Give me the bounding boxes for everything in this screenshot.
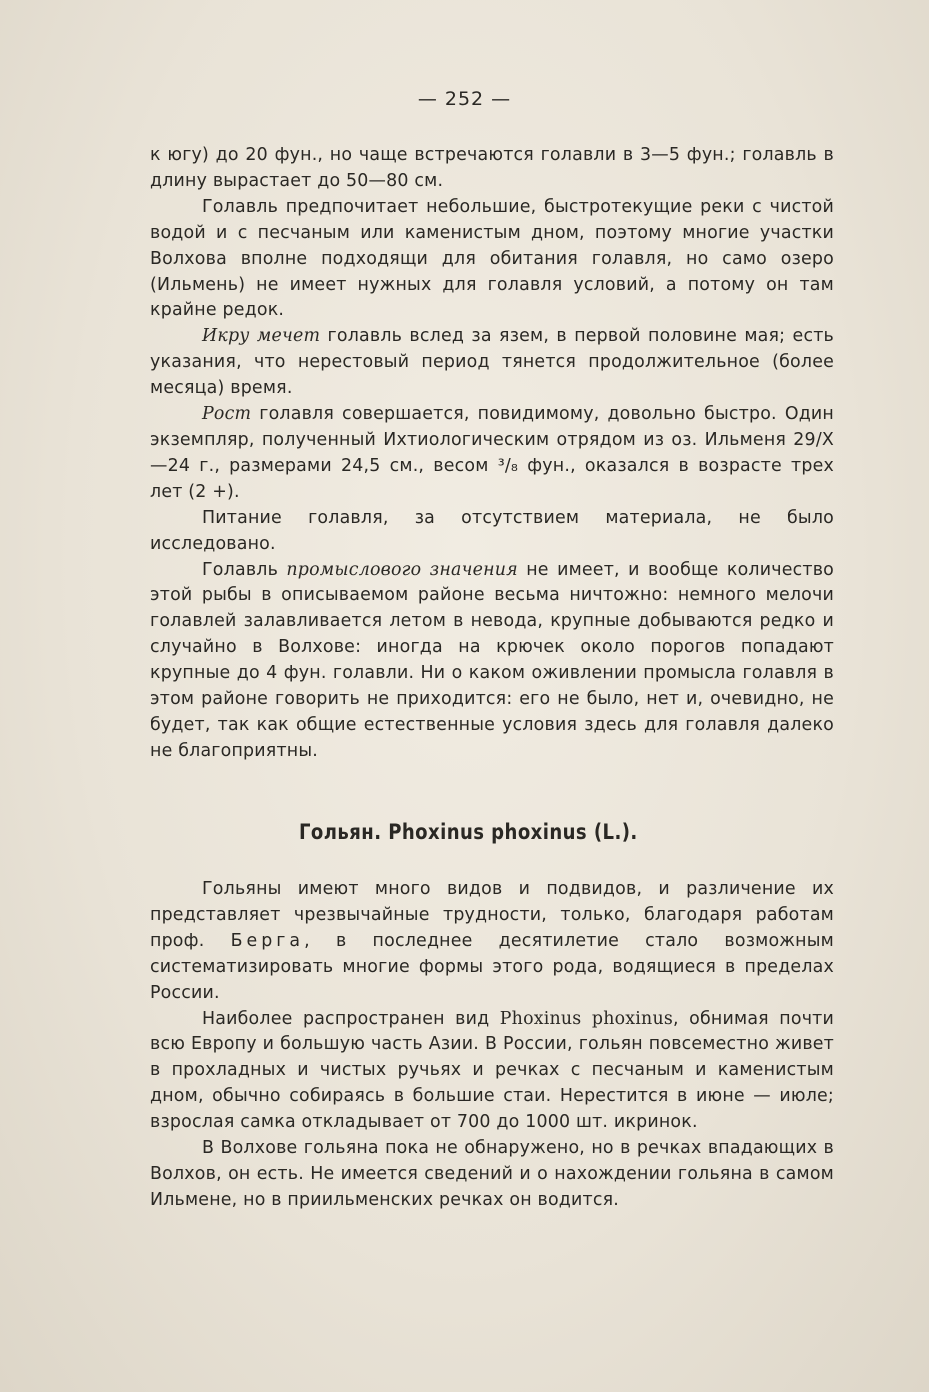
paragraph-text: голавля совершается, повидимому, довольно быстро. Один экземпляр, полученный Ихтиологическим отрядом из оз. Ильменя 29/X—24 г., размерами 24,5 см., весом ³/₈ фун., оказался в возрасте трех лет (2 +).	[150, 404, 834, 502]
paragraph-text: голавль вслед за язем, в первой половине мая; есть указания, что нерестовый период тянется продолжительное (более месяца) время.	[150, 326, 834, 399]
paragraph-text: , в последнее десятилетие стало возможным систематизировать многие формы этого рода, водящиеся в пределах России.	[150, 930, 834, 1003]
paragraph: Голавль предпочитает небольшие, быстротекущие реки с чистой водой и с песчаным или каменистым дном, поэтому многие участки Волхова вполне подходящи для обитания голавля, но само озеро (Ильмень) не имеет нужных для голавля условий, а потому он там крайне редок.	[150, 196, 834, 321]
paragraph	[150, 324, 834, 402]
paragraph	[150, 877, 834, 1007]
paragraph	[150, 558, 834, 765]
paragraph-text: Наиболее распространен вид	[202, 1008, 500, 1029]
author-name: Берга	[230, 930, 305, 951]
paragraph-text: , обнимая почти всю Европу и большую часть Азии. В России, гольян повсеместно живет в прохладных и чистых ручьях и речках с песчаным и каменистым дном, обычно собираясь в большие стаи. Нерестится в июне — июле; взрослая самка откладывает от 700 до 1000 шт. икринок.	[150, 1008, 834, 1133]
text-section-chub	[150, 143, 834, 765]
paragraph: к югу) до 20 фун., но чаще встречаются голавли в 3—5 фун.; голавль в длину вырастает до 50—80 см.	[150, 145, 834, 191]
italic-term: Икру мечет	[202, 326, 321, 347]
paragraph	[150, 402, 834, 506]
paragraph-text: Голавль	[202, 559, 287, 580]
latin-species-name: Phoxinus phoxinus	[499, 1008, 673, 1029]
paragraph-text: не имеет, и вообще количество этой рыбы в описываемом районе весьма ничтожно: немного мелочи голавлей залавливается летом в невода, крупные добываются редко и случайно в Волхове: иногда на крючек около порогов попадают крупные до 4 фун. голавли. Ни о каком оживлении промысла голавля в этом районе говорить не приходится: его не было, нет и, очевидно, не будет, так как общие естественные условия здесь для голавля далеко не благоприятны.	[150, 559, 834, 761]
italic-term: Рост	[202, 404, 252, 425]
text-section-minnow	[150, 877, 834, 1214]
paragraph: В Волхове гольяна пока не обнаружено, но в речках впадающих в Волхов, он есть. Не имеется сведений и о нахождении гольяна в самом Ильмене, но в приильменских речках он водится.	[150, 1138, 834, 1210]
section-heading: Гольян. Phoxinus phoxinus (L.).	[298, 820, 638, 844]
paragraph: Питание голавля, за отсутствием материала, не было исследовано.	[150, 507, 834, 554]
paragraph-text: Гольяны имеют много видов и подвидов, и различение их представляет чрезвычайные трудности, только, благодаря работам проф.	[150, 879, 834, 951]
paragraph	[150, 1007, 834, 1137]
italic-term: промыслового значения	[286, 559, 518, 580]
page-number: — 252 —	[417, 88, 512, 110]
